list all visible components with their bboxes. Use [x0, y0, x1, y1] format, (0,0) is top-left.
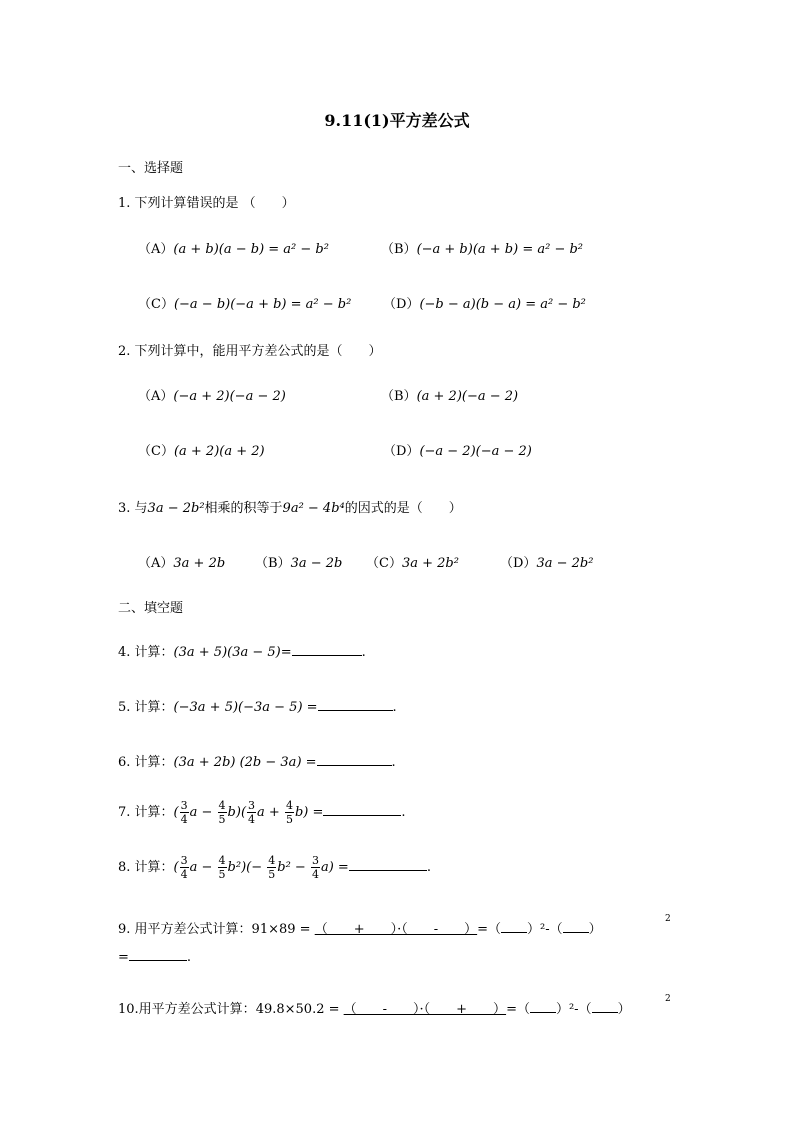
- option-label: （C）: [366, 556, 402, 571]
- q5-answer-blank[interactable]: [318, 710, 393, 711]
- q9-answer-blank[interactable]: [129, 960, 187, 961]
- q1-option-c[interactable]: [138, 293, 351, 312]
- q1-option-b[interactable]: [381, 238, 583, 257]
- option-expr: (a + 2)(−a − 2): [416, 389, 519, 404]
- question-1-stem: 1. 下列计算错误的是 （ ）: [118, 196, 295, 211]
- question-6: [118, 751, 396, 770]
- option-expr: (−a − b)(−a + b) = a² − b²: [173, 297, 352, 312]
- q1-option-a[interactable]: [138, 238, 329, 257]
- q8-fraction-2: $\frac{4}{5}$: [218, 854, 226, 881]
- option-label: （A）: [138, 242, 174, 257]
- q3-prefix: 3. 与: [118, 501, 148, 516]
- q9-close: ）: [588, 922, 602, 937]
- option-expr: 3a − 2b: [290, 556, 343, 571]
- q8-answer-blank[interactable]: [349, 870, 427, 871]
- question-3-stem: [118, 497, 462, 516]
- q9-line2-eq: =: [118, 950, 129, 965]
- q9-prefix: 9. 用平方差公式计算：: [118, 922, 252, 937]
- question-9: [118, 918, 602, 937]
- q2-option-c[interactable]: [138, 440, 265, 459]
- option-expr: (a + b)(a − b) = a² − b²: [173, 242, 329, 257]
- q4-expr: (3a + 5)(3a − 5)=: [173, 645, 292, 660]
- option-label: （D）: [383, 297, 420, 312]
- q6-expr: (3a + 2b) (2b − 3a) =: [173, 755, 317, 770]
- option-label: （B）: [381, 242, 417, 257]
- q6-end: .: [391, 755, 396, 770]
- q9-expr: 91×89 =: [251, 922, 311, 937]
- option-label: （D）: [383, 444, 420, 459]
- question-10: [118, 998, 631, 1017]
- option-expr: 3a + 2b²: [401, 556, 459, 571]
- q9-eq: =（: [477, 922, 502, 937]
- q10-exponent: 2: [665, 994, 671, 1004]
- question-7: 7. 计算：( $\frac{3}{4}$ a − $\frac{4}{5}$ b)( $\frac{3}{4}$ a + $\frac{4}{5}$ b) = .: [118, 799, 406, 826]
- q7-fraction-3: $\frac{3}{4}$: [248, 799, 256, 826]
- q9-mid: ）²-（: [527, 922, 563, 937]
- q3-mid: 相乘的积等于: [204, 501, 283, 516]
- q9-end: .: [186, 950, 192, 965]
- option-expr: 3a − 2b²: [536, 556, 594, 571]
- q9-square-blank-2[interactable]: [563, 932, 589, 933]
- q7-fraction-4: $\frac{4}{5}$: [285, 799, 293, 826]
- q1-option-d[interactable]: [383, 293, 586, 312]
- page-title: 9.11(1)平方差公式: [324, 111, 470, 130]
- option-label: （C）: [138, 297, 174, 312]
- q3-option-c[interactable]: [366, 552, 459, 571]
- q7-fraction-1: $\frac{3}{4}$: [180, 799, 188, 826]
- q7-end: .: [401, 805, 406, 820]
- q2-option-b[interactable]: [381, 385, 518, 404]
- q8-fraction-1: $\frac{3}{4}$: [180, 854, 188, 881]
- section-choice-heading: 一、选择题: [118, 161, 184, 176]
- option-label: （B）: [381, 389, 417, 404]
- q10-square-blank-2[interactable]: [592, 1012, 618, 1013]
- q3-option-b[interactable]: [255, 552, 342, 571]
- option-expr: (−a + 2)(−a − 2): [173, 389, 286, 404]
- q9-factor-blank[interactable]: （ + ）·（ - ）: [314, 922, 478, 937]
- option-label: （A）: [138, 556, 174, 571]
- q7-answer-blank[interactable]: [323, 815, 401, 816]
- q2-option-a[interactable]: [138, 385, 286, 404]
- q8-end: .: [426, 860, 431, 875]
- q5-prefix: 5. 计算：: [118, 700, 174, 715]
- option-expr: (a + 2)(a + 2): [173, 444, 265, 459]
- option-label: （B）: [255, 556, 291, 571]
- option-label: （C）: [138, 444, 174, 459]
- option-expr: (−a − 2)(−a − 2): [419, 444, 532, 459]
- question-8: 8. 计算：( $\frac{3}{4}$ a − $\frac{4}{5}$ b²)(− $\frac{4}{5}$ b² − $\frac{3}{4}$ a) = .: [118, 854, 431, 881]
- q8-fraction-4: $\frac{3}{4}$: [311, 854, 319, 881]
- q8-prefix: 8. 计算：: [118, 860, 174, 875]
- question-2-stem: 2. 下列计算中，能用平方差公式的是（ ）: [118, 344, 382, 359]
- option-expr: (−b − a)(b − a) = a² − b²: [419, 297, 586, 312]
- option-expr: (−a + b)(a + b) = a² − b²: [416, 242, 584, 257]
- q3-expr2: 9a² − 4b⁴: [282, 501, 345, 516]
- q10-prefix: 10.用平方差公式计算：: [118, 1002, 256, 1017]
- q9-exponent: 2: [665, 914, 671, 924]
- question-9-line-2: [118, 950, 191, 965]
- q3-option-d[interactable]: [500, 552, 593, 571]
- q10-eq: =（: [506, 1002, 530, 1017]
- q10-expr: 49.8×50.2 =: [255, 1002, 340, 1017]
- q4-answer-blank[interactable]: [292, 655, 362, 656]
- q9-square-blank-1[interactable]: [501, 932, 527, 933]
- q5-end: .: [392, 700, 397, 715]
- q4-prefix: 4. 计算：: [118, 645, 174, 660]
- q10-mid: ）²-（: [555, 1002, 592, 1017]
- q6-prefix: 6. 计算：: [118, 755, 174, 770]
- q7-prefix: 7. 计算：: [118, 805, 174, 820]
- question-5: [118, 696, 397, 715]
- question-4: [118, 641, 366, 660]
- q4-end: .: [361, 645, 366, 660]
- q6-answer-blank[interactable]: [317, 765, 392, 766]
- q2-option-d[interactable]: [383, 440, 532, 459]
- q8-fraction-3: $\frac{4}{5}$: [268, 854, 276, 881]
- q10-factor-blank[interactable]: （ - ）·（ + ）: [343, 1002, 507, 1017]
- q10-close: ）: [617, 1002, 631, 1017]
- q7-fraction-2: $\frac{4}{5}$: [218, 799, 226, 826]
- section-fill-heading: 二、填空题: [118, 601, 184, 616]
- q3-expr1: 3a − 2b²: [147, 501, 205, 516]
- q3-option-a[interactable]: [138, 552, 225, 571]
- q5-expr: (−3a + 5)(−3a − 5) =: [173, 700, 318, 715]
- option-label: （A）: [138, 389, 174, 404]
- option-label: （D）: [500, 556, 537, 571]
- q10-square-blank-1[interactable]: [530, 1012, 556, 1013]
- option-expr: 3a + 2b: [173, 556, 226, 571]
- q3-suffix: 的因式的是（ ）: [344, 501, 462, 516]
